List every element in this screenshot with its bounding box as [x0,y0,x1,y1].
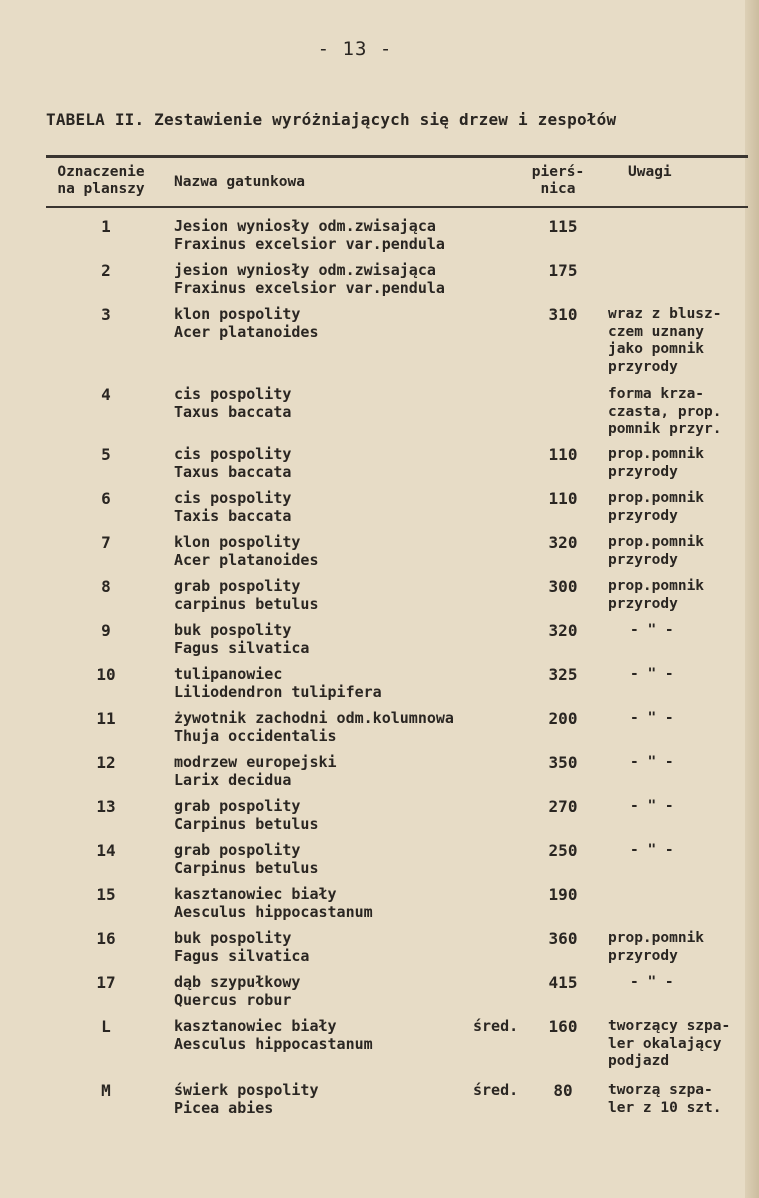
species-name [174,710,454,745]
table-top-rule [46,155,748,158]
row-marker: 6 [101,489,111,508]
remarks-line: pomnik przyr. [608,421,722,437]
row-marker: 11 [96,709,116,728]
row-marker: 7 [101,533,111,552]
row-marker: 14 [96,841,116,860]
species-name [174,754,337,789]
species-name [174,218,445,253]
row-marker: 17 [96,973,116,992]
remarks-line: - " - [630,842,674,858]
species-name [174,306,319,341]
remarks-line: - " - [630,710,674,726]
remarks-line: przyrody [608,463,678,480]
remarks-line: prop.pomnik [608,578,705,594]
species-name-line: Fraxinus excelsior var.pendula [174,234,445,253]
row-marker: 9 [101,621,111,640]
row-marker: 2 [101,261,111,280]
circumference-value: 175 [548,261,578,280]
row-marker: 10 [96,665,116,684]
species-name [174,534,319,569]
species-name [174,1082,319,1117]
remarks-line: ler z 10 szt. [608,1099,722,1116]
remarks-line: wraz z blusz- [608,306,722,322]
species-name-line: Picea abies [174,1098,274,1117]
row-marker: L [101,1017,111,1036]
row-marker: 16 [96,929,116,948]
row-marker: 8 [101,577,111,596]
species-name-line: kasztanowiec biały [174,1017,337,1035]
remarks-line: - " - [630,622,674,638]
circumference-value: 350 [548,753,578,772]
circumference-value: 310 [548,305,578,324]
species-name [174,490,291,525]
circumference-value: 250 [548,841,578,860]
species-name [174,798,319,833]
remarks [608,1018,730,1071]
species-name-line: Aesculus hippocastanum [174,902,373,921]
remarks-line: przyrody [608,358,678,375]
species-name-line: Acer platanoides [174,550,319,569]
circumference-value: 115 [548,217,578,236]
species-name-line: Taxus baccata [174,402,292,421]
species-name-line: Larix decidua [174,770,292,789]
species-name-line: buk pospolity [174,929,292,947]
species-name [174,930,309,965]
species-name-line: Liliodendron tulipifera [174,682,382,701]
average-label: śred. [473,1017,519,1035]
species-name [174,622,309,657]
species-name-line: Quercus robur [174,990,292,1009]
species-name [174,262,445,297]
remarks-line: tworzący szpa- [608,1018,731,1034]
species-name [174,1018,373,1053]
header-piersnica: pierś- nica [531,164,585,197]
remarks-line: czasta, prop. [608,403,722,420]
species-name-line: Taxis baccata [174,506,292,525]
species-name-line: świerk pospolity [174,1081,319,1099]
species-name-line: Aesculus hippocastanum [174,1034,373,1053]
species-name-line: Thuja occidentalis [174,726,337,745]
page-number: - 13 - [317,38,393,60]
header-uwagi: Uwagi [628,164,672,180]
row-marker: 13 [96,797,116,816]
species-name-line: tulipanowiec [174,665,283,683]
remarks [608,534,704,569]
species-name-line: Fagus silvatica [174,638,310,657]
remarks [608,930,704,965]
remarks [630,666,674,684]
circumference-value: 320 [548,533,578,552]
row-marker: 1 [101,217,111,236]
remarks [630,798,674,816]
remarks [608,446,704,481]
remarks-line: przyrody [608,551,678,568]
remarks [608,306,722,376]
species-name [174,386,291,421]
species-name-line: kasztanowiec biały [174,885,337,903]
remarks-line: prop.pomnik [608,930,705,946]
remarks [608,1082,722,1117]
species-name [174,446,291,481]
species-name-line: carpinus betulus [174,594,319,613]
species-name [174,842,319,877]
remarks-line: ler okalający [608,1035,722,1052]
row-marker: 3 [101,305,111,324]
species-name-line: cis pospolity [174,385,292,403]
row-marker: 12 [96,753,116,772]
species-name-line: Acer platanoides [174,322,319,341]
species-name-line: cis pospolity [174,489,292,507]
circumference-value: 325 [548,665,578,684]
remarks [630,622,674,640]
remarks [608,386,722,439]
table-title: TABELA II. Zestawienie wyróżniających się drzew i zespołów [46,110,617,129]
species-name-line: grab pospolity [174,577,301,595]
remarks-line: - " - [630,974,674,990]
remarks-line: - " - [630,754,674,770]
remarks [630,842,674,860]
remarks-line: - " - [630,666,674,682]
remarks-line: forma krza- [608,386,705,402]
species-name-line: grab pospolity [174,797,301,815]
remarks-line: podjazd [608,1053,670,1069]
row-marker: 4 [101,385,111,404]
remarks [630,710,674,728]
remarks-line: prop.pomnik [608,490,705,506]
row-marker: 15 [96,885,116,904]
species-name [174,666,382,701]
species-name-line: buk pospolity [174,621,292,639]
species-name-line: klon pospolity [174,305,301,323]
species-name [174,974,300,1009]
species-name-line: klon pospolity [174,533,301,551]
circumference-value: 110 [548,489,578,508]
circumference-value: 270 [548,797,578,816]
remarks-line: prop.pomnik [608,534,705,550]
species-name-line: żywotnik zachodni odm.kolumnowa [174,709,454,727]
circumference-value: 360 [548,929,578,948]
circumference-value: 110 [548,445,578,464]
header-nazwa: Nazwa gatunkowa [174,174,305,190]
average-label: śred. [473,1081,519,1099]
circumference-value: 320 [548,621,578,640]
species-name-line: Taxus baccata [174,462,292,481]
remarks-line: - " - [630,798,674,814]
header-oznaczenie: Oznaczenie na planszy [57,164,145,197]
species-name-line: modrzew europejski [174,753,337,771]
remarks-line: przyrody [608,507,678,524]
remarks [608,490,704,525]
remarks-line: przyrody [608,595,678,612]
table-header-rule [46,206,748,208]
remarks-line: czem uznany [608,323,705,340]
species-name-line: Fraxinus excelsior var.pendula [174,278,445,297]
circumference-value: 300 [548,577,578,596]
remarks-line: tworzą szpa- [608,1082,713,1098]
remarks [630,974,674,992]
row-marker: M [101,1081,111,1100]
circumference-value: 200 [548,709,578,728]
circumference-value: 160 [548,1017,578,1036]
species-name-line: Carpinus betulus [174,814,319,833]
species-name-line: grab pospolity [174,841,301,859]
remarks [630,754,674,772]
species-name-line: cis pospolity [174,445,292,463]
species-name [174,578,319,613]
species-name-line: Carpinus betulus [174,858,319,877]
remarks-line: jako pomnik [608,341,705,357]
circumference-value: 415 [548,973,578,992]
species-name-line: jesion wyniosły odm.zwisająca [174,261,436,279]
circumference-value: 190 [548,885,578,904]
species-name-line: Jesion wyniosły odm.zwisająca [174,217,436,235]
remarks-line: przyrody [608,947,678,964]
remarks-line: prop.pomnik [608,446,705,462]
paper-edge [745,0,759,1198]
species-name [174,886,373,921]
circumference-value: 80 [553,1081,573,1100]
remarks [608,578,704,613]
species-name-line: dąb szypułkowy [174,973,301,991]
species-name-line: Fagus silvatica [174,946,310,965]
row-marker: 5 [101,445,111,464]
